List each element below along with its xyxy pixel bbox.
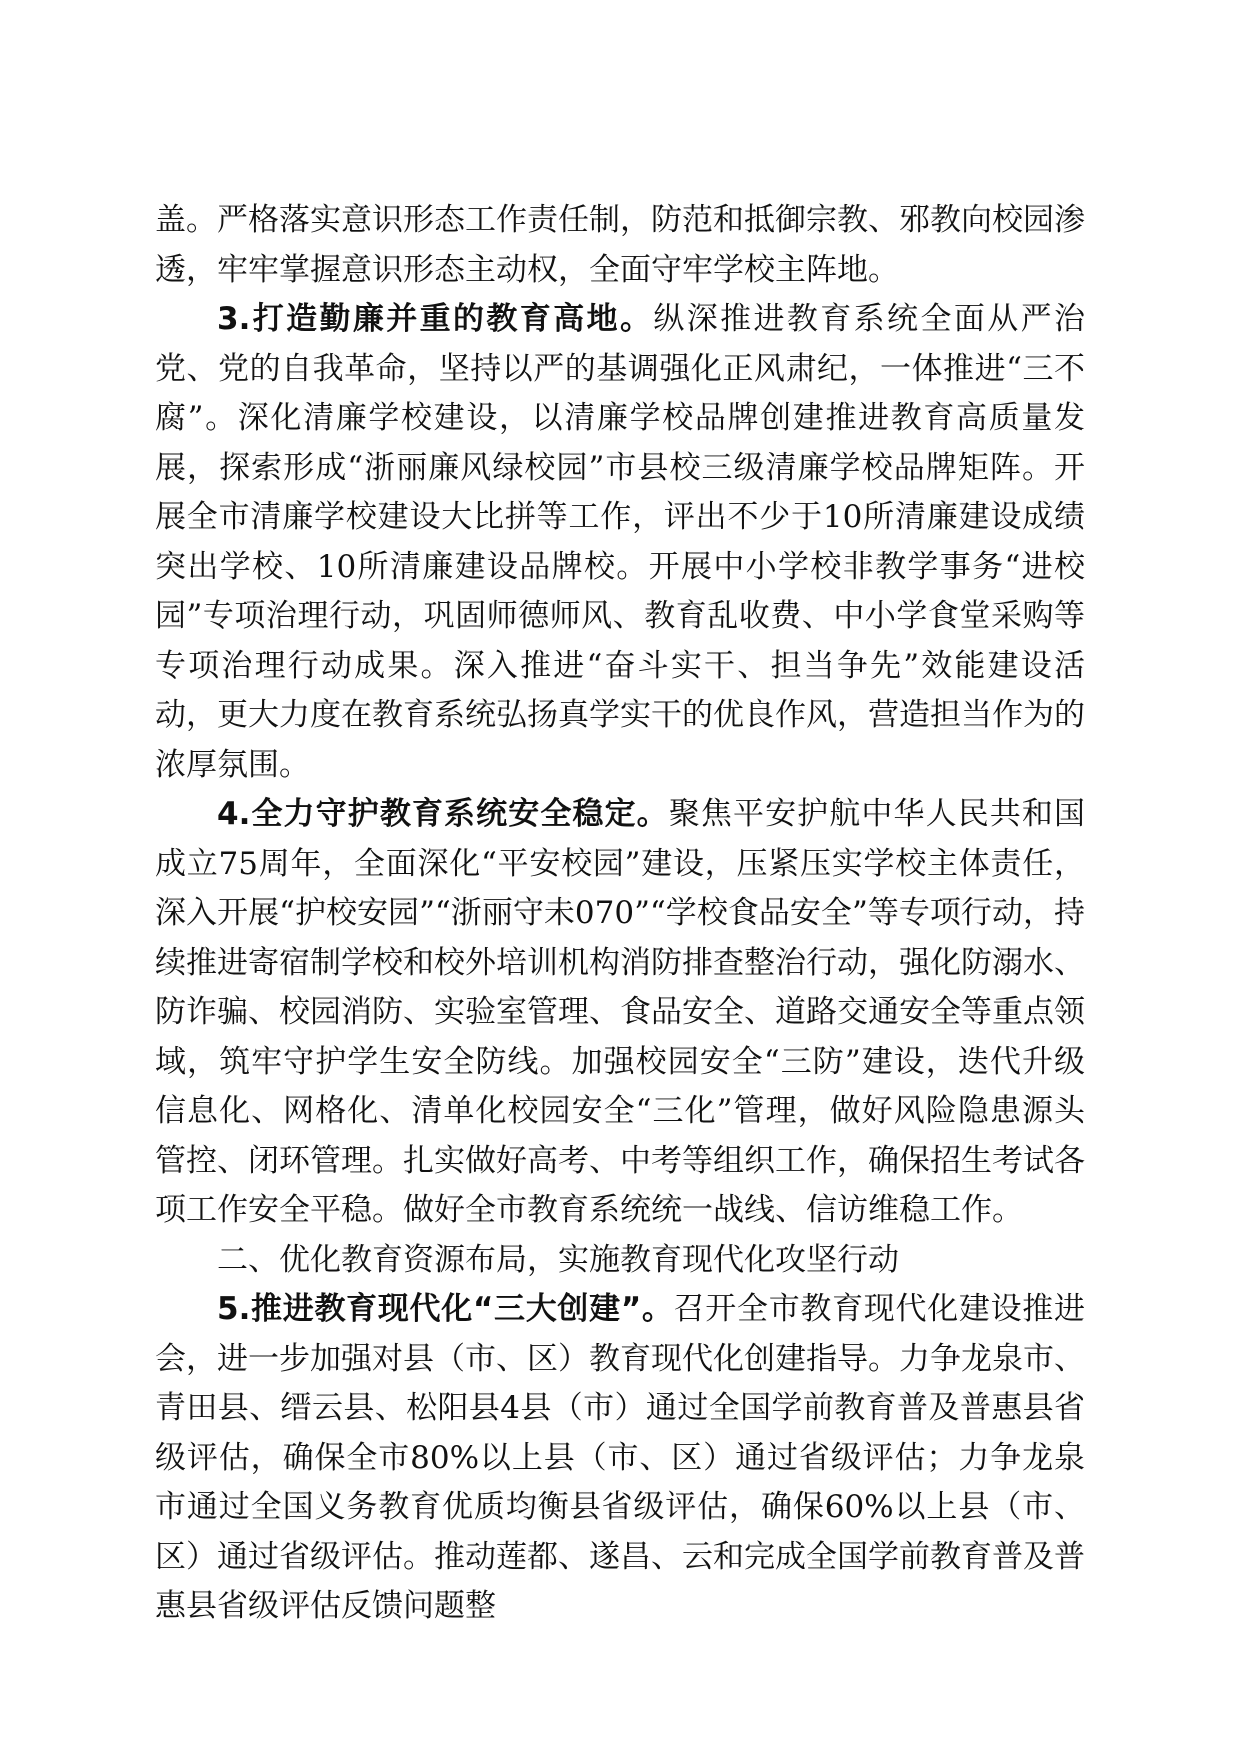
- section-heading: 二、优化教育资源布局，实施教育现代化攻坚行动: [217, 1241, 899, 1278]
- paragraph-item-5: [155, 1285, 1085, 1632]
- paragraph-lead-heading: 5.推进教育现代化“三大创建”。: [217, 1291, 674, 1327]
- paragraph-continuation: [155, 196, 1085, 295]
- paragraph-text: 纵深推进教育系统全面从严治党、党的自我革命，坚持以严的基调强化正风肃纪，一体推进“三不腐”。深化清廉学校建设，以清廉学校品牌创建推进教育高质量发展，探索形成“浙丽廉风绿校园”市县校三级清廉学校品牌矩阵。开展全市清廉学校建设大比拼等工作，评出不少于10所清廉建设成绩突出学校、10所清廉建设品牌校。开展中小学校非教学事务“进校园”专项治理行动，巩固师德师风、教育乱收费、中小学食堂采购等专项治理行动成果。深入推进“奋斗实干、担当争先”效能建设活动，更大力度在教育系统弘扬真学实干的优良作风，营造担当作为的浓厚氛围。: [155, 301, 1085, 783]
- paragraph-text: 聚焦平安护航中华人民共和国成立75周年，全面深化“平安校园”建设，压紧压实学校主体责任，深入开展“护校安园”“浙丽守未070”“学校食品安全”等专项行动，持续推进寄宿制学校和校外培训机构消防排查整治行动，强化防溺水、防诈骗、校园消防、实验室管理、食品安全、道路交通安全等重点领域，筑牢守护学生安全防线。加强校园安全“三防”建设，迭代升级信息化、网格化、清单化校园安全“三化”管理，做好风险隐患源头管控、闭环管理。扎实做好高考、中考等组织工作，确保招生考试各项工作安全平稳。做好全市教育系统统一战线、信访维稳工作。: [155, 796, 1085, 1228]
- paragraph-item-4: [155, 790, 1085, 1236]
- paragraph-lead-heading: 3.打造勤廉并重的教育高地。: [217, 301, 654, 337]
- paragraph-text: 召开全市教育现代化建设推进会，进一步加强对县（市、区）教育现代化创建指导。力争龙泉市、青田县、缙云县、松阳县4县（市）通过全国学前教育普及普惠县省级评估，确保全市80%以上县（市、区）通过省级评估；力争龙泉市通过全国义务教育优质均衡县省级评估，确保60%以上县（市、区）通过省级评估。推动莲都、遂昌、云和完成全国学前教育普及普惠县省级评估反馈问题整: [155, 1291, 1086, 1624]
- paragraph-text: 盖。严格落实意识形态工作责任制，防范和抵御宗教、邪教向校园渗透，牢牢掌握意识形态主动权，全面守牢学校主阵地。: [155, 202, 1085, 288]
- paragraph-lead-heading: 4.全力守护教育系统安全稳定。: [217, 796, 669, 832]
- document-body: [155, 196, 1085, 1632]
- paragraph-item-3: [155, 295, 1085, 790]
